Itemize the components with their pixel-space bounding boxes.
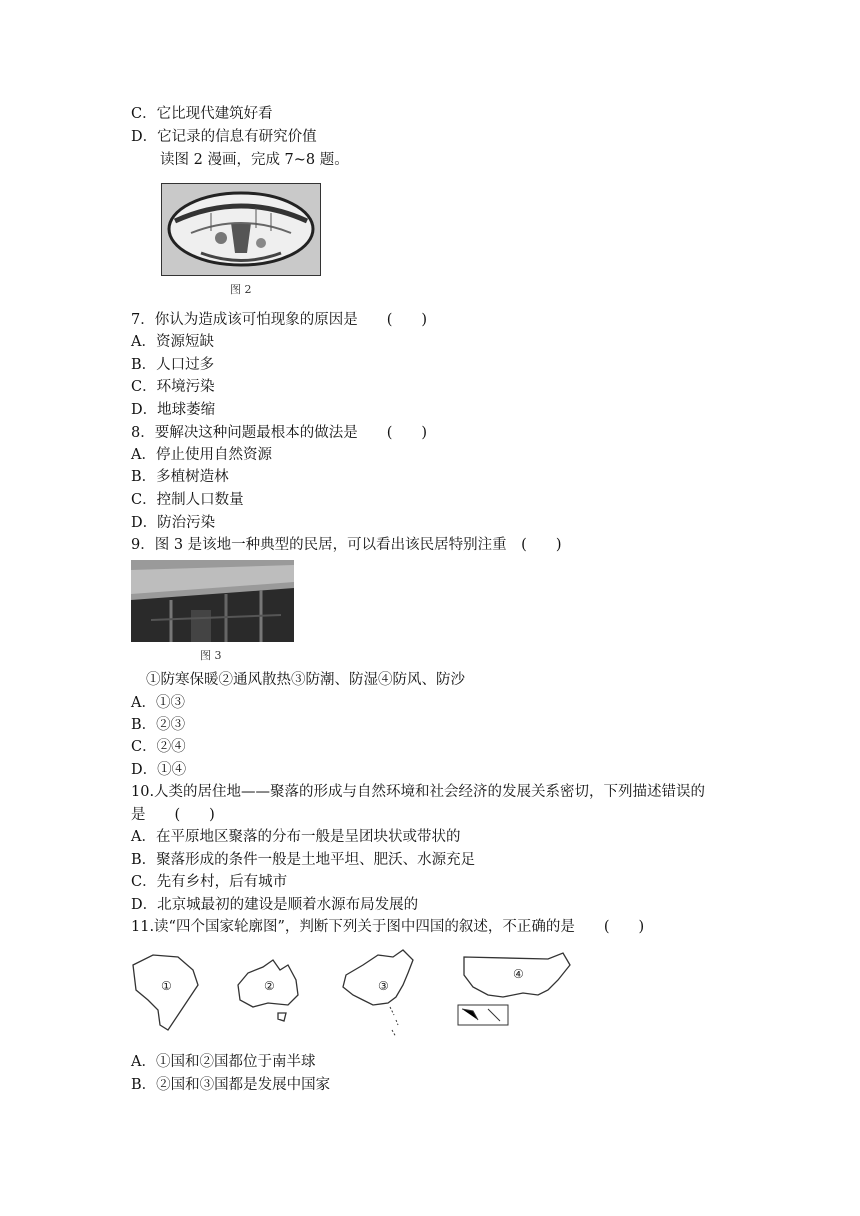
q10-option-b: B．聚落形成的条件一般是土地平坦、肥沃、水源充足 [131, 852, 476, 868]
q7-option-a: A．资源短缺 [131, 334, 214, 350]
country-outlines-svg [128, 945, 578, 1045]
q7-option-b: B．人口过多 [131, 357, 215, 373]
q7-option-c: C．环境污染 [131, 379, 215, 395]
outline-china [343, 950, 413, 1005]
q9-option-a: A．①③ [131, 695, 185, 711]
q7-option-d: D．地球萎缩 [131, 402, 216, 418]
question-9: 9．图 3 是该地一种典型的民居，可以看出该民居特别注重 ( ) [131, 537, 562, 553]
cartoon-illustration [161, 183, 321, 276]
map-label-3: ③ [378, 979, 389, 993]
q11-option-b: B．②国和③国都是发展中国家 [131, 1077, 331, 1093]
q10-option-a: A．在平原地区聚落的分布一般是呈团块状或带状的 [131, 829, 461, 845]
figure-3-photo [131, 560, 294, 642]
question-7: 7．你认为造成该可怕现象的原因是 ( ) [131, 312, 428, 328]
question-11: 11.读“四个国家轮廓图”，判断下列关于图中四国的叙述，不正确的是 ( ) [131, 919, 645, 935]
q8-option-d: D．防治污染 [131, 515, 216, 531]
q8-option-c: C．控制人口数量 [131, 492, 244, 508]
q9-option-b: B．②③ [131, 717, 186, 733]
figure-3-caption: 图 3 [200, 649, 222, 662]
map-label-1: ① [161, 979, 172, 993]
q10-option-c: C．先有乡村，后有城市 [131, 874, 288, 890]
q10-option-d: D．北京城最初的建设是顺着水源布局发展的 [131, 897, 419, 913]
option-c-prev: C．它比现代建筑好看 [131, 106, 273, 122]
question-8: 8．要解决这种问题最根本的做法是 ( ) [131, 425, 428, 441]
question-10-line1: 10.人类的居住地——聚落的形成与自然环境和社会经济的发展关系密切，下列描述错误的 [131, 784, 706, 800]
fig2-intro: 读图 2 漫画，完成 7~8 题。 [160, 152, 349, 168]
country-outlines-figure [128, 945, 578, 1045]
map-label-2: ② [264, 979, 275, 993]
q8-option-b: B．多植树造林 [131, 469, 229, 485]
question-10-line2: 是 ( ) [131, 807, 215, 823]
map-label-4: ④ [513, 967, 524, 981]
dwelling-photo [131, 560, 294, 642]
q9-items: ①防寒保暖②通风散热③防潮、防湿④防风、防沙 [146, 672, 465, 688]
q9-option-c: C．②④ [131, 739, 186, 755]
q9-option-d: D．①④ [131, 762, 187, 778]
figure-2-caption: 图 2 [230, 283, 252, 296]
option-d-prev: D．它记录的信息有研究价值 [131, 129, 317, 145]
q11-option-a: A．①国和②国都位于南半球 [131, 1054, 316, 1070]
q8-option-a: A．停止使用自然资源 [131, 447, 272, 463]
figure-2-cartoon [161, 183, 321, 276]
